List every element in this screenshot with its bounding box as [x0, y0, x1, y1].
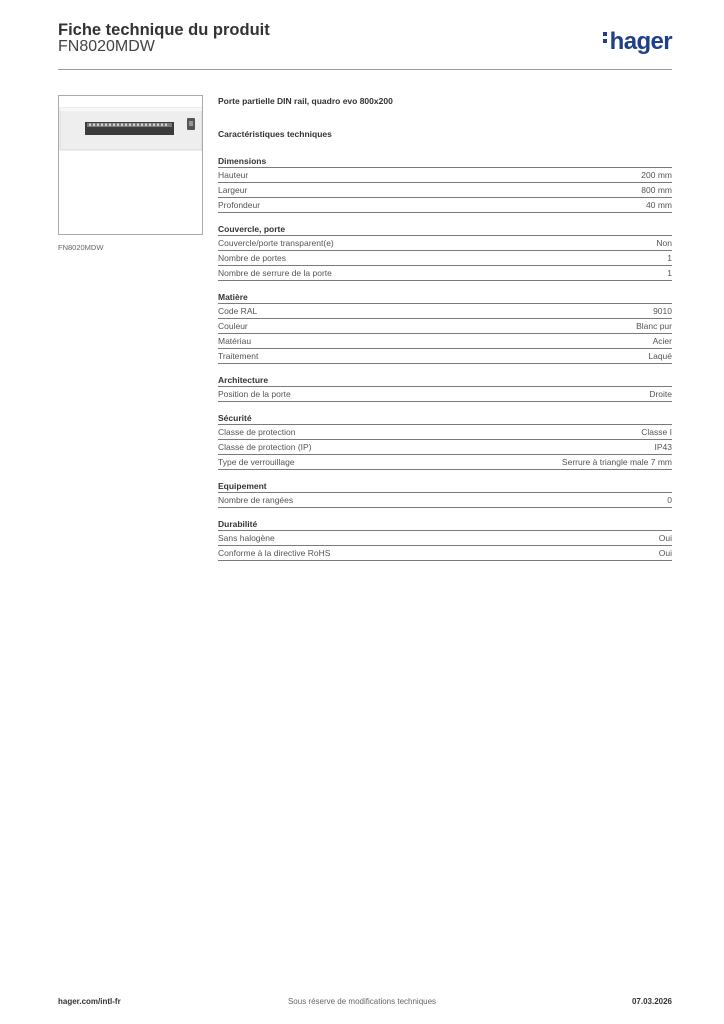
spec-label: Classe de protection (IP): [218, 442, 312, 452]
spec-row: [218, 493, 672, 508]
spec-label: Nombre de rangées: [218, 495, 294, 505]
spec-value: Laqué: [648, 351, 672, 361]
spec-section: [218, 518, 672, 561]
spec-value: Oui: [658, 533, 672, 543]
spec-value: Oui: [658, 548, 672, 558]
spec-value: IP43: [654, 442, 672, 452]
spec-label: Code RAL: [218, 306, 258, 316]
spec-value: 9010: [653, 306, 672, 316]
logo-text: hager: [609, 28, 672, 55]
spec-row: [218, 546, 672, 561]
spec-value: Blanc pur: [636, 321, 672, 331]
spec-value: 200 mm: [641, 170, 672, 180]
spec-row: [218, 251, 672, 266]
section-title: Architecture: [218, 374, 672, 387]
spec-row: [218, 236, 672, 251]
section-title: Equipement: [218, 480, 672, 493]
spec-section: [218, 291, 672, 364]
spec-sections: [218, 155, 672, 561]
product-code: FN8020MDW: [58, 38, 155, 55]
spec-value: Non: [656, 238, 672, 248]
specs-heading: Caractéristiques techniques: [218, 129, 332, 139]
spec-label: Couvercle/porte transparent(e): [218, 238, 334, 248]
door-panel-illustration: [59, 96, 202, 234]
footer-date: 07.03.2026: [631, 997, 672, 1006]
spec-content: [218, 96, 672, 571]
spec-label: Type de verrouillage: [218, 457, 295, 467]
spec-section: [218, 155, 672, 213]
spec-row: [218, 349, 672, 364]
spec-value: Acier: [652, 336, 672, 346]
section-title: Sécurité: [218, 412, 672, 425]
spec-row: [218, 440, 672, 455]
spec-row: [218, 266, 672, 281]
spec-label: Matériau: [218, 336, 252, 346]
spec-row: [218, 531, 672, 546]
spec-value: Droite: [649, 389, 672, 399]
spec-label: Couleur: [218, 321, 248, 331]
logo-dots-icon: [603, 29, 608, 46]
spec-value: 800 mm: [641, 185, 672, 195]
section-title: Dimensions: [218, 155, 672, 168]
spec-label: Position de la porte: [218, 389, 291, 399]
spec-section: [218, 480, 672, 508]
spec-row: [218, 455, 672, 470]
spec-value: 1: [667, 268, 672, 278]
spec-value: Classe I: [641, 427, 672, 437]
spec-row: [218, 387, 672, 402]
spec-section: [218, 412, 672, 470]
spec-row: [218, 319, 672, 334]
section-title: Couvercle, porte: [218, 223, 672, 236]
product-description: Porte partielle DIN rail, quadro evo 800x200: [218, 96, 393, 106]
spec-label: Largeur: [218, 185, 248, 195]
footer-website-link[interactable]: hager.com/intl-fr: [58, 997, 121, 1006]
section-title: Matière: [218, 291, 672, 304]
spec-value: 0: [667, 495, 672, 505]
section-title: Durabilité: [218, 518, 672, 531]
product-image: [58, 95, 203, 235]
spec-label: Nombre de serrure de la porte: [218, 268, 332, 278]
spec-row: [218, 183, 672, 198]
spec-label: Classe de protection: [218, 427, 296, 437]
spec-row: [218, 425, 672, 440]
spec-label: Traitement: [218, 351, 259, 361]
spec-row: [218, 198, 672, 213]
spec-row: [218, 334, 672, 349]
hager-logo: [603, 28, 672, 56]
spec-value: 40 mm: [646, 200, 672, 210]
spec-row: [218, 304, 672, 319]
spec-value: Serrure à triangle male 7 mm: [561, 457, 672, 467]
spec-label: Hauteur: [218, 170, 249, 180]
page-title: Fiche technique du produit: [58, 21, 270, 39]
spec-label: Nombre de portes: [218, 253, 287, 263]
footer-disclaimer: Sous réserve de modifications techniques: [287, 997, 437, 1006]
image-caption: FN8020MDW: [58, 243, 104, 252]
spec-section: [218, 374, 672, 402]
header-divider: [58, 69, 672, 70]
spec-row: [218, 168, 672, 183]
spec-value: 1: [667, 253, 672, 263]
spec-label: Conforme à la directive RoHS: [218, 548, 331, 558]
spec-label: Profondeur: [218, 200, 261, 210]
spec-section: [218, 223, 672, 281]
spec-label: Sans halogène: [218, 533, 275, 543]
